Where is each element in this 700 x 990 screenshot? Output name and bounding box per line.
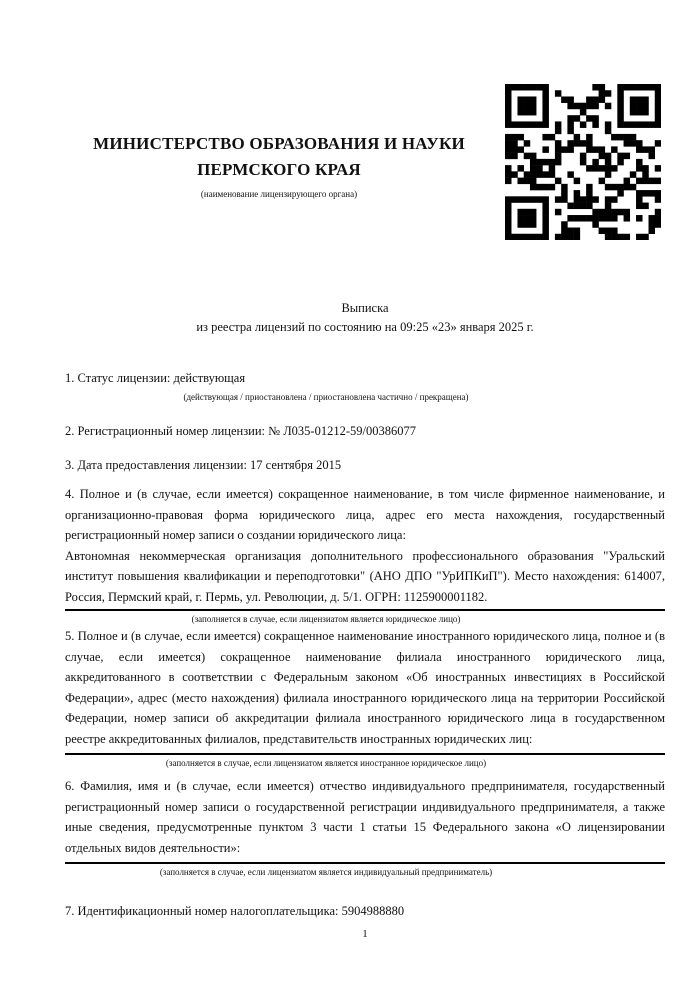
item-registration-number <box>65 421 665 442</box>
licensing-authority-header <box>66 131 492 200</box>
document-title-line1: Выписка <box>341 301 389 315</box>
item-entrepreneur <box>65 776 665 878</box>
entrepreneur-divider <box>65 862 665 864</box>
legal-entity-value: Автономная некоммерческая организация дополнительного профессионального образования "Уральский институт повышения квалификации и переподготовки" (АНО ДПО "УрИПКиП"). Место нахождения: 614007, Россия, Пермский край, г. Пермь, ул. Революции, д. 5/1. ОГРН: 1125900001182. <box>65 548 665 604</box>
foreign-entity-description: 5. Полное и (в случае, если имеется) сокращенное наименование иностранного юридического лица, полное и (в случае, если имеется) сокращенное наименование филиала иностранного юридического лица, аккредитованного в соответствии с Федеральным законом «Об иностранных инвестициях в Российской Федерации», адрес (место нахождения) филиала иностранного юридического лица на территории Российской Федерации, номер записи об аккредитации филиала иностранного юридического лица в государственном реестре аккредитованных филиалов, представительств иностранных юридических лиц: <box>65 629 665 746</box>
entrepreneur-description: 6. Фамилия, имя и (в случае, если имеется) отчество индивидуального предпринимателя, государственный регистрационный номер записи о государственной регистрации индивидуального предпринимателя, а также иные сведения, предусмотренные пунктом 3 части 1 статьи 15 Федерального закона «О лицензировании отдельных видов деятельности»: <box>65 779 665 855</box>
ministry-name-line1: МИНИСТЕРСТВО ОБРАЗОВАНИЯ И НАУКИ <box>93 134 465 153</box>
registration-number-text: 2. Регистрационный номер лицензии: № Л035-01212-59/00386077 <box>65 424 416 438</box>
page-number: 1 <box>362 928 368 940</box>
item-grant-date <box>65 455 665 476</box>
item-license-status <box>65 368 665 403</box>
entrepreneur-caption: (заполняется в случае, если лицензиатом является индивидуальный предприниматель) <box>159 867 493 877</box>
item-legal-entity <box>65 484 665 625</box>
document-title <box>65 299 665 337</box>
legal-entity-description: 4. Полное и (в случае, если имеется) сокращенное наименование, в том числе фирменное наименование, и организационно-правовая форма юридического лица, адрес его места нахождения, государственный регистрационный номер записи о создании юридического лица: <box>65 487 665 542</box>
grant-date-text: 3. Дата предоставления лицензии: 17 сентября 2015 <box>65 458 342 472</box>
licensing-authority-caption: (наименование лицензирующего органа) <box>200 189 358 199</box>
item-taxpayer-number <box>65 901 665 922</box>
document-title-line2: из реестра лицензий по состоянию на 09:25 «23» января 2025 г. <box>196 320 534 334</box>
license-status-text: 1. Статус лицензии: действующая <box>65 371 246 385</box>
foreign-entity-divider <box>65 753 665 755</box>
legal-entity-caption: (заполняется в случае, если лицензиатом является юридическое лицо) <box>191 614 461 624</box>
item-foreign-entity <box>65 626 665 769</box>
ministry-name-line2: ПЕРМСКОГО КРАЯ <box>197 160 361 179</box>
taxpayer-number-text: 7. Идентификационный номер налогоплательщика: 5904988880 <box>65 904 405 918</box>
foreign-entity-caption: (заполняется в случае, если лицензиатом является иностранное юридическое лицо) <box>165 758 487 768</box>
license-status-caption: (действующая / приостановлена / приостановлена частично / прекращена) <box>183 391 469 402</box>
qr-code-icon <box>505 84 661 240</box>
legal-entity-divider <box>65 609 665 611</box>
